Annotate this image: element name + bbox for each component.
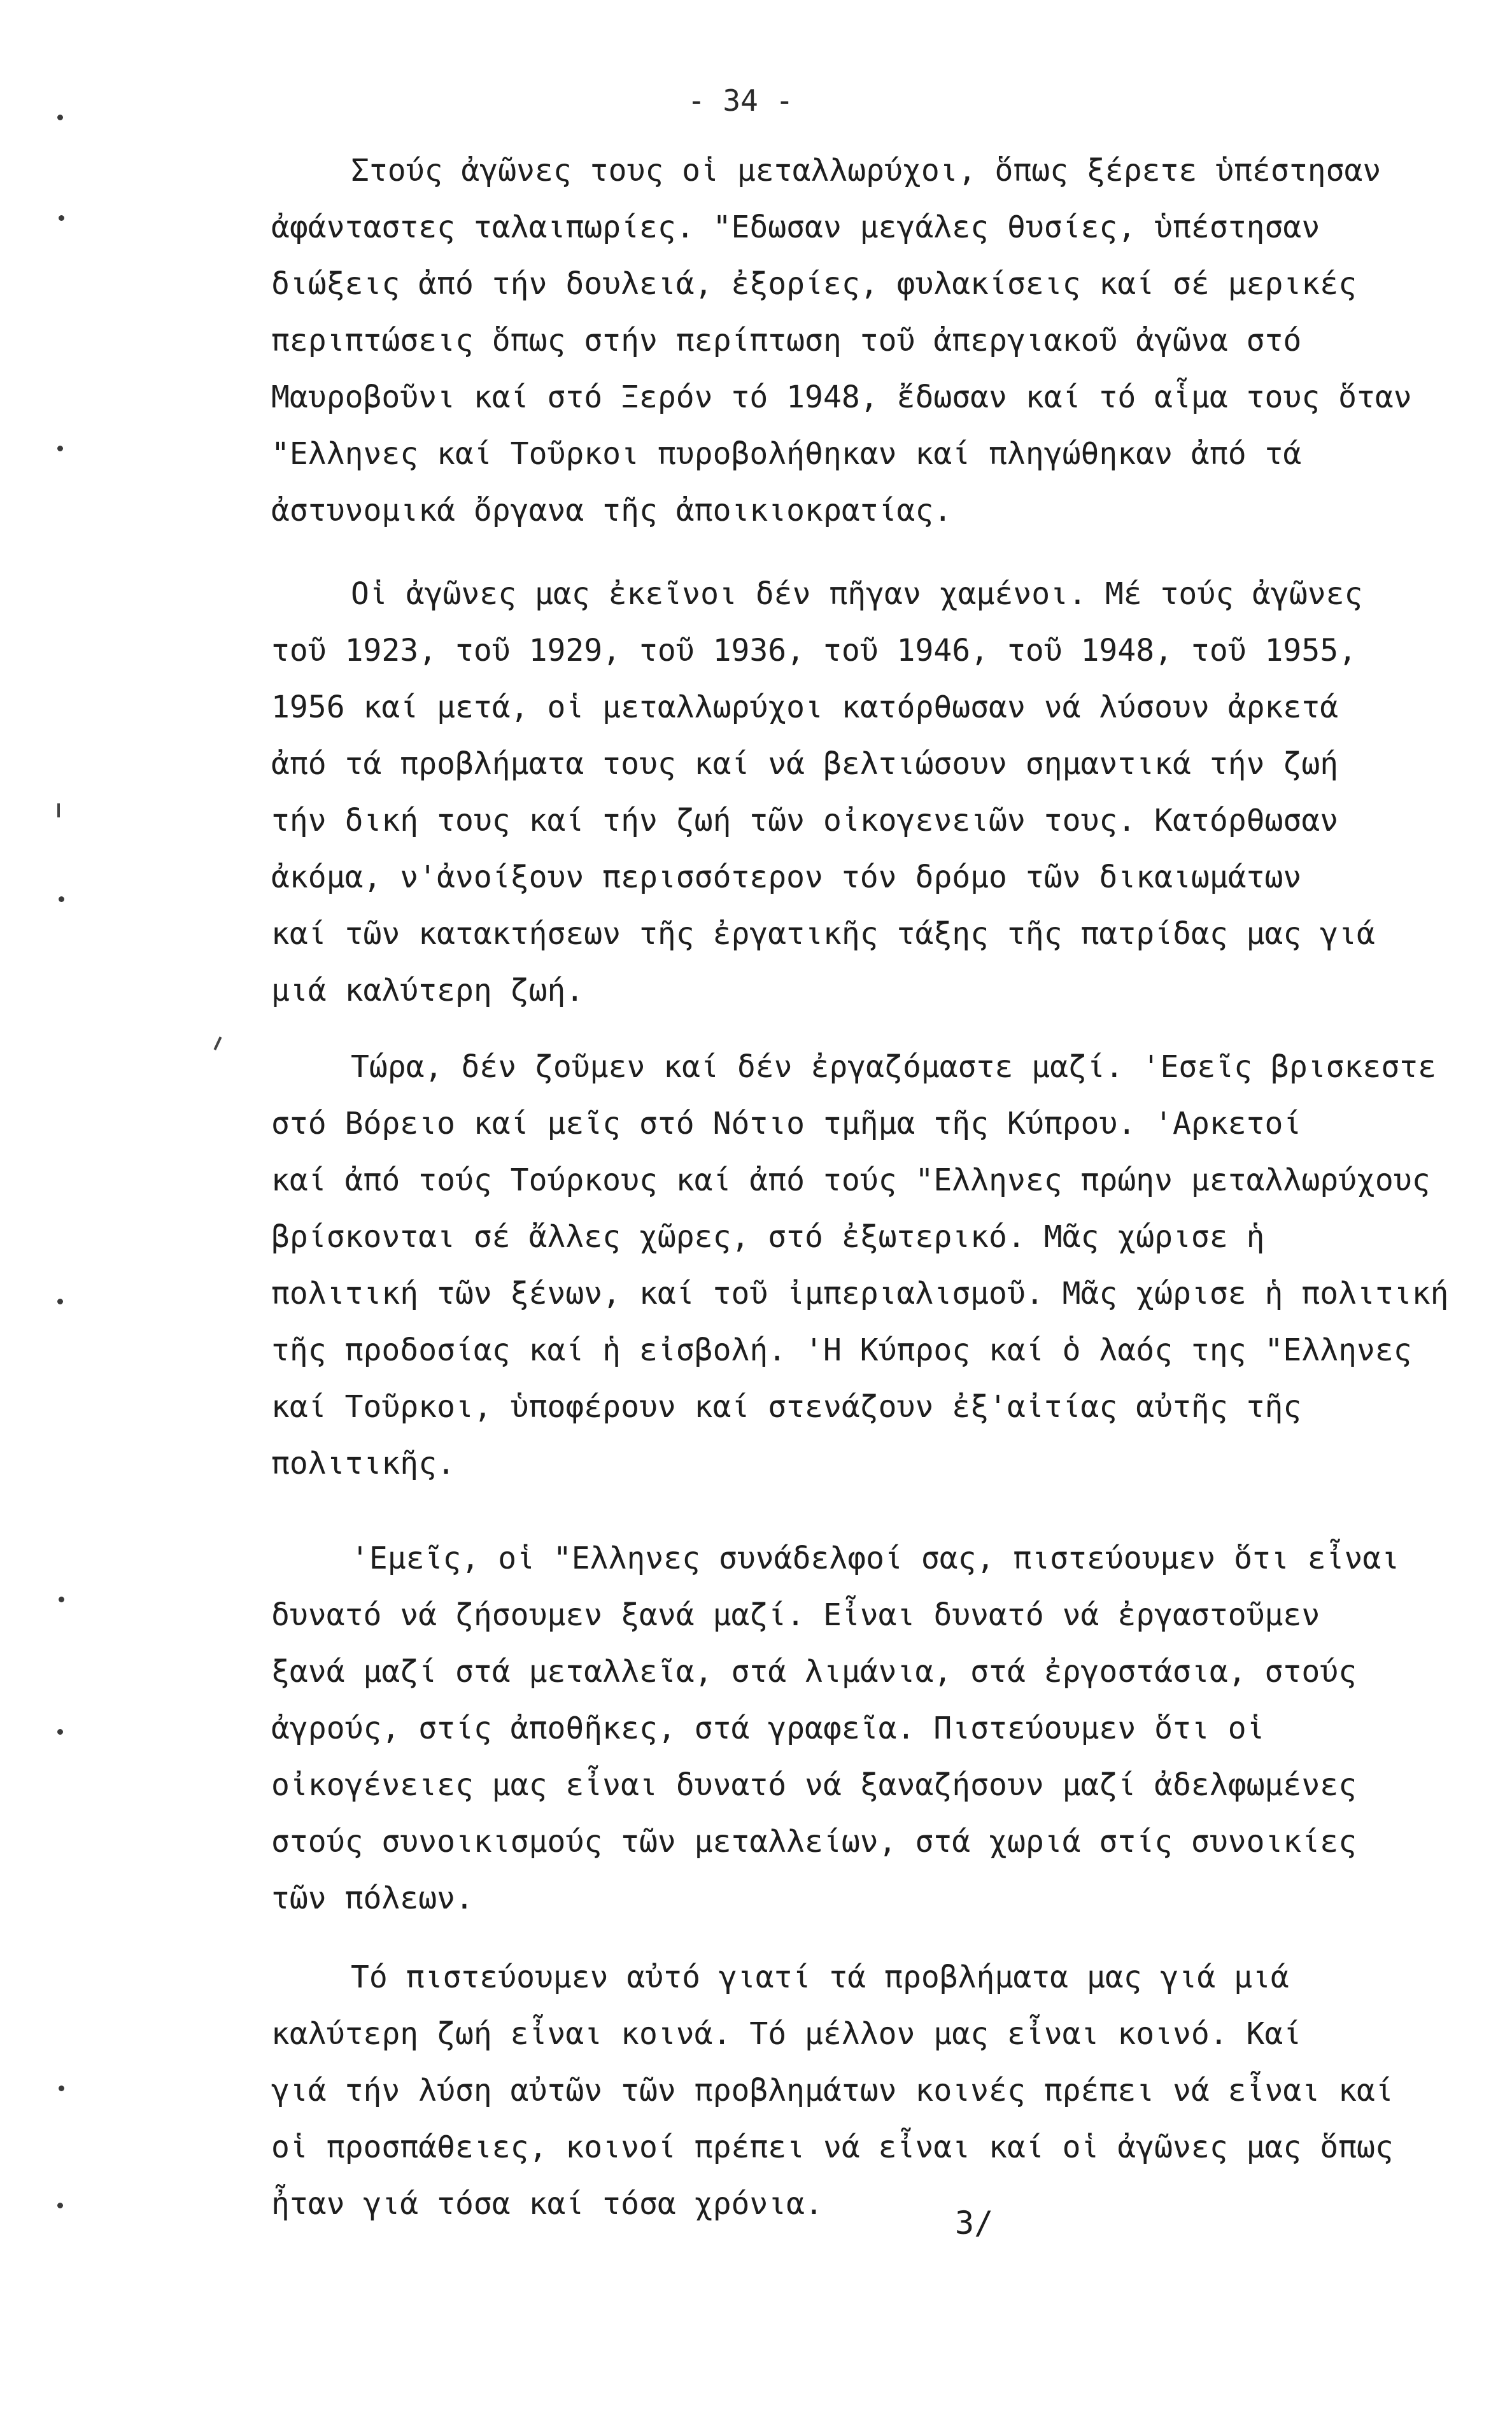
text-line: "Ελληνες καί Τοῦρκοι πυροβολήθηκαν καί πληγώθηκαν ἀπό τά (271, 436, 1302, 472)
text-line: ἀστυνομικά ὄργανα τῆς ἀποικιοκρατίας. (271, 493, 952, 528)
text-line: στό Βόρειο καί μεῖς στό Νότιο τμῆμα τῆς Κύπρου. 'Αρκετοί (271, 1106, 1302, 1141)
text-line: 1956 καί μετά, οἱ μεταλλωρύχοι κατόρθωσαν νά λύσουν ἀρκετά (271, 689, 1339, 725)
text-line: καί Τοῦρκοι, ὑποφέρουν καί στενάζουν ἐξ'αἰτίας αὐτῆς τῆς (271, 1389, 1302, 1425)
text-line: τῆς προδοσίας καί ἡ εἰσβολή. 'Η Κύπρος καί ὁ λαός της "Ελληνες (271, 1332, 1412, 1368)
text-line: μιά καλύτερη ζωή. (271, 973, 584, 1008)
text-line: ἀγρούς, στίς ἀποθῆκες, στά γραφεῖα. Πιστεύουμεν ὅτι οἱ (271, 1711, 1265, 1746)
margin-speck (59, 896, 64, 902)
text-line: Τώρα, δέν ζοῦμεν καί δέν ἐργαζόμαστε μαζί. 'Εσεῖς βρισκεστε (351, 1049, 1437, 1085)
text-line: δυνατό νά ζήσουμεν ξανά μαζί. Εἶναι δυνατό νά ἐργαστοῦμεν (271, 1597, 1320, 1633)
continuation-mark: 3/ (955, 2205, 994, 2241)
text-line: γιά τήν λύση αὐτῶν τῶν προβλημάτων κοινές πρέπει νά εἶναι καί (271, 2073, 1394, 2108)
text-line: τοῦ 1923, τοῦ 1929, τοῦ 1936, τοῦ 1946, τοῦ 1948, τοῦ 1955, (271, 633, 1357, 668)
paragraph (271, 143, 1481, 539)
paragraph (271, 1039, 1481, 1492)
margin-speck (59, 1597, 64, 1602)
text-line: Μαυροβοῦνι καί στό Ξερόν τό 1948, ἔδωσαν καί τό αἷμα τους ὅταν (271, 379, 1412, 415)
text-line: 'Εμεῖς, οἱ "Ελληνες συνάδελφοί σας, πιστεύουμεν ὅτι εἶναι (351, 1541, 1400, 1576)
text-line: ἀπό τά προβλήματα τους καί νά βελτιώσουν σημαντικά τήν ζωή (271, 746, 1339, 782)
paragraph (271, 566, 1481, 1019)
margin-speck (57, 1299, 63, 1304)
margin-speck (57, 1729, 63, 1735)
text-line: πολιτικῆς. (271, 1446, 455, 1481)
text-line: ἀφάνταστες ταλαιπωρίες. "Εδωσαν μεγάλες θυσίες, ὑπέστησαν (271, 209, 1320, 245)
text-line: στούς συνοικισμούς τῶν μεταλλείων, στά χωριά στίς συνοικίες (271, 1824, 1357, 1860)
margin-speck (57, 803, 60, 817)
text-line: οἱ προσπάθειες, κοινοί πρέπει νά εἶναι καί οἱ ἀγῶνες μας ὅπως (271, 2129, 1394, 2165)
text-line: ἦταν γιά τόσα καί τόσα χρόνια. (271, 2186, 823, 2222)
margin-speck (59, 215, 64, 221)
text-line: ἀκόμα, ν'ἀνοίξουν περισσότερον τόν δρόμο τῶν δικαιωμάτων (271, 859, 1302, 895)
paragraph (271, 1530, 1481, 1927)
page-number: - 34 - (688, 83, 794, 118)
margin-speck (59, 2086, 64, 2091)
text-line: καί τῶν κατακτήσεων τῆς ἐργατικῆς τάξης τῆς πατρίδας μας γιά (271, 916, 1375, 952)
text-line: Στούς ἀγῶνες τους οἱ μεταλλωρύχοι, ὅπως ξέρετε ὑπέστησαν (351, 153, 1381, 188)
text-line: διώξεις ἀπό τήν δουλειά, ἐξορίες, φυλακίσεις καί σέ μερικές (271, 266, 1357, 302)
text-line: ξανά μαζί στά μεταλλεῖα, στά λιμάνια, στά ἐργοστάσια, στούς (271, 1654, 1357, 1690)
text-line: πολιτική τῶν ξένων, καί τοῦ ἰμπεριαλισμοῦ. Μᾶς χώρισε ἡ πολιτική (271, 1276, 1449, 1311)
text-line: Τό πιστεύουμεν αὐτό γιατί τά προβλήματα μας γιά μιά (351, 1959, 1289, 1995)
margin-speck (214, 1036, 222, 1050)
margin-speck (57, 446, 63, 451)
text-line: καί ἀπό τούς Τούρκους καί ἀπό τούς "Ελληνες πρώην μεταλλωρύχους (271, 1162, 1431, 1198)
margin-speck (57, 2203, 63, 2208)
text-line: τήν δική τους καί τήν ζωή τῶν οἰκογενειῶν τους. Κατόρθωσαν (271, 803, 1339, 838)
text-line: περιπτώσεις ὅπως στήν περίπτωση τοῦ ἀπεργιακοῦ ἀγῶνα στό (271, 323, 1302, 358)
text-line: βρίσκονται σέ ἄλλες χῶρες, στό ἐξωτερικό. Μᾶς χώρισε ἡ (271, 1219, 1265, 1255)
text-line: οἰκογένειες μας εἶναι δυνατό νά ξαναζήσουν μαζί ἀδελφωμένες (271, 1767, 1357, 1803)
text-line: Οἱ ἀγῶνες μας ἐκεῖνοι δέν πῆγαν χαμένοι. Μέ τούς ἀγῶνες (351, 576, 1363, 612)
paragraph (271, 1949, 1481, 2233)
text-line: τῶν πόλεων. (271, 1881, 474, 1916)
margin-speck (57, 115, 63, 120)
text-line: καλύτερη ζωή εἶναι κοινά. Τό μέλλον μας εἶναι κοινό. Καί (271, 2016, 1302, 2052)
